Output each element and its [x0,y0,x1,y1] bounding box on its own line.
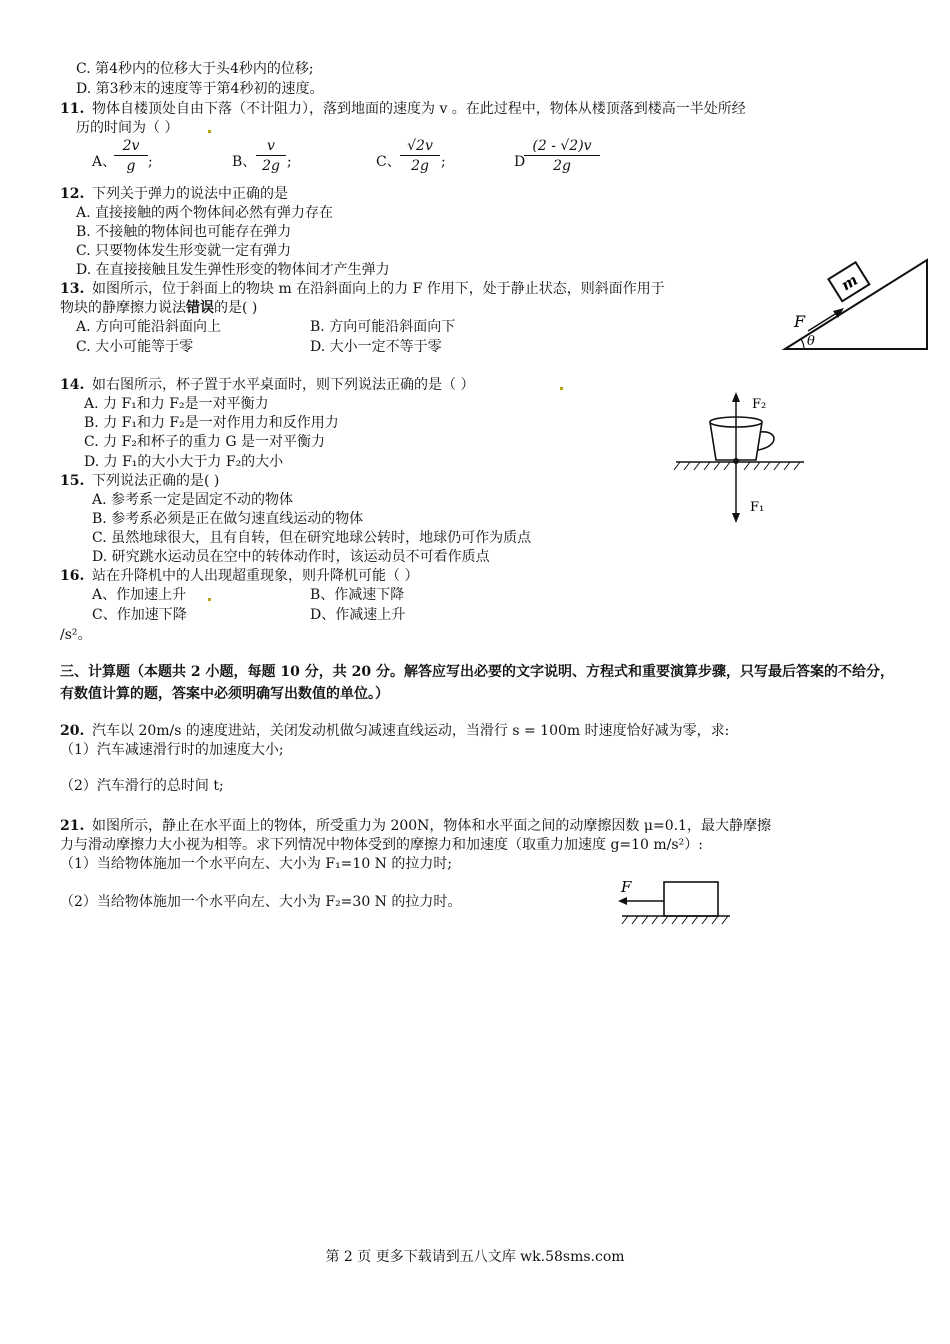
fraction-denominator: 2g [411,158,429,174]
q11-option-a-fraction [114,137,148,176]
angle-arc [801,339,804,349]
q11-option-d-fraction [524,137,600,176]
q11-option-a-label: A、 [92,154,117,170]
q11-number: 11. [60,101,85,117]
q21-number: 21. [60,818,85,834]
q12-option-b: B. 不接触的物体间也可能存在弹力 [76,224,292,240]
q13-option-d: D. 大小一定不等于零 [310,339,442,355]
q16-stem: 站在升降机中的人出现超重现象，则升降机可能（ ） [92,568,419,584]
block-label: m [837,270,861,295]
arrow-head [732,513,740,523]
q14-number: 14. [60,377,85,393]
q12-option-d: D. 在直接接触且发生弹性形变的物体间才产生弹力 [76,262,390,278]
contact-point [733,458,739,464]
q13-option-a: A. 方向可能沿斜面向上 [76,319,222,335]
q16-option-b: B、作减速下降 [310,587,405,603]
q13-stem-text: 物块的静摩擦力说法 [60,300,186,316]
angle-label: θ [807,334,815,349]
incline-diagram [780,255,935,355]
force-label: F [621,878,632,896]
stray-unit-text: /s²。 [60,627,92,643]
q14-option-d: D. 力 F₁的大小大于力 F₂的大小 [84,454,284,470]
q15-number: 15. [60,473,85,489]
q13-option-c: C. 大小可能等于零 [76,339,194,355]
q11-stem-line2: 历的时间为（ ） [76,120,179,136]
page-footer: 第 2 页 更多下载请到五八文库 wk.58sms.com [325,1249,625,1265]
q11-stem-line1: 物体自楼顶处自由下落（不计阻力），落到地面的速度为 v 。在此过程中，物体从楼顶落到楼高一半处所经 [92,101,746,117]
fraction-denominator: g [126,158,136,174]
q21-stem-line2: 力与滑动摩擦力大小视为相等。求下列情况中物体受到的摩擦力和加速度（取重力加速度 g=10 m/s²）: [60,837,703,853]
q11-option-b-label: B、 [232,154,257,170]
q15-option-a: A. 参考系一定是固定不动的物体 [92,492,294,508]
q16-option-c: C、作加速下降 [92,607,187,623]
highlight-mark [208,598,211,601]
q15-option-b: B. 参考系必须是正在做匀速直线运动的物体 [92,511,364,527]
separator: ; [148,154,153,170]
q11-option-d-label: D [514,154,526,170]
separator: ; [287,154,292,170]
arrow-head [732,392,740,402]
q13-stem-tail: 的是( ) [214,300,258,316]
q13-option-b: B. 方向可能沿斜面向下 [310,319,456,335]
arrow-head [618,897,627,905]
highlight-mark [560,387,563,390]
q12-option-a: A. 直接接触的两个物体间必然有弹力存在 [76,205,334,221]
q21-part1: （1）当给物体施加一个水平向左、大小为 F₁=10 N 的拉力时; [60,856,453,872]
q21-part2: （2）当给物体施加一个水平向左、大小为 F₂=30 N 的拉力时。 [60,894,462,910]
fraction-numerator: √2v [400,137,440,156]
block [664,882,718,916]
q16-number: 16. [60,568,85,584]
q20-number: 20. [60,723,85,739]
q14-stem: 如右图所示，杯子置于水平桌面时，则下列说法正确的是（ ） [92,377,475,393]
q15-stem: 下列说法正确的是( ) [92,473,220,489]
q12-stem: 下列关于弹力的说法中正确的是 [92,186,288,202]
force-f1-label: F₁ [750,500,765,515]
q11-option-c-fraction [400,137,440,176]
q21-stem-line1: 如图所示，静止在水平面上的物体，所受重力为 200N，物体和水平面之间的动摩擦因数 μ=0.1，最大静摩擦 [92,818,771,834]
separator: ; [441,154,446,170]
q13-stem-line1: 如图所示，位于斜面上的物块 m 在沿斜面向上的力 F 作用下，处于静止状态，则斜面作用于 [92,281,665,297]
q12-number: 12. [60,186,85,202]
fraction-denominator: 2g [553,158,571,174]
block-m [828,262,869,301]
block-force-diagram [612,874,737,930]
fraction-numerator: (2 - √2)v [524,137,600,156]
q11-option-c-label: C、 [376,154,401,170]
q10-option-d: D. 第3秒末的速度等于第4秒初的速度。 [76,81,324,97]
cup-diagram [670,388,810,523]
force-label: F [794,312,806,331]
q10-option-c: C. 第4秒内的位移大于头4秒内的位移; [76,61,314,77]
q16-option-d: D、作减速上升 [310,607,406,623]
q15-option-c: C. 虽然地球很大，且有自转，但在研究地球公转时，地球仍可作为质点 [92,530,532,546]
highlight-mark [208,130,211,133]
q13-number: 13. [60,281,85,297]
q15-option-d: D. 研究跳水运动员在空中的转体动作时，该运动员不可看作质点 [92,549,490,565]
q20-part2: （2）汽车滑行的总时间 t; [60,778,224,794]
q14-option-a: A. 力 F₁和力 F₂是一对平衡力 [84,396,269,412]
fraction-numerator: v [256,137,286,156]
fraction-numerator: 2v [114,137,148,156]
fraction-denominator: 2g [262,158,280,174]
ground-hatching [622,916,728,924]
q20-stem: 汽车以 20m/s 的速度进站，关闭发动机做匀减速直线运动，当滑行 s = 100m 时速度恰好减为零，求: [92,723,730,739]
q13-stem-line2 [60,299,257,317]
force-f2-label: F₂ [752,397,767,412]
q12-option-c: C. 只要物体发生形变就一定有弹力 [76,243,292,259]
q13-emphasis: 错误 [186,300,214,316]
section-heading: 三、计算题（本题共 2 小题，每题 10 分，共 20 分。解答应写出必要的文字说明、方程式和重要演算步骤，只写最后答案的不给分，有数值计算的题，答案中必须明确写出数值的单位。） [60,664,894,702]
q20-part1: （1）汽车减速滑行时的加速度大小; [60,742,284,758]
q16-option-a: A、作加速上升 [92,587,187,603]
q14-option-b: B. 力 F₁和力 F₂是一对作用力和反作用力 [84,415,339,431]
q11-option-b-fraction [256,137,286,176]
q14-option-c: C. 力 F₂和杯子的重力 G 是一对平衡力 [84,434,325,450]
